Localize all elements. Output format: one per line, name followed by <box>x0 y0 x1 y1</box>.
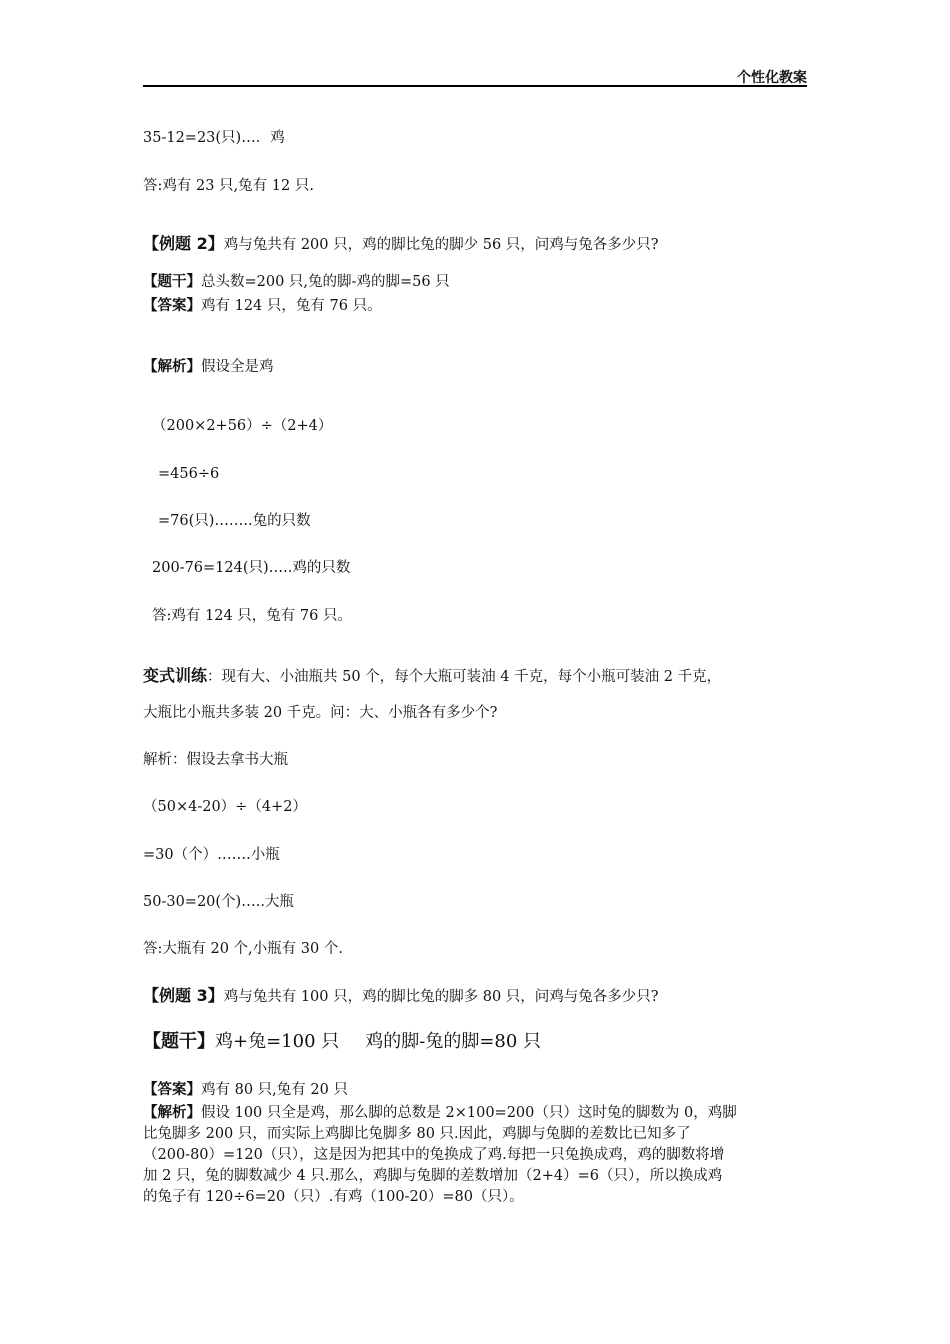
example-2-analysis-tag: 【解析】 <box>143 359 201 375</box>
example-3-tag: 【例题 3】 <box>143 986 224 1005</box>
variant-tag: 变式训练 <box>143 666 208 685</box>
variant-step: 50-30=20(个)…..大瓶 <box>143 894 294 910</box>
example-2-step: （200×2+56）÷（2+4） <box>152 418 333 434</box>
example-3-analysis-line: 比兔脚多 200 只，而实际上鸡脚比兔脚多 80 只.因此，鸡脚与兔脚的差数比已知多了 <box>143 1126 691 1142</box>
example-3-analysis <box>143 1103 811 1208</box>
example-2-stem <box>143 272 450 292</box>
example-2-text: 鸡与兔共有 200 只，鸡的脚比兔的脚少 56 只，问鸡与兔各多少只? <box>223 237 659 253</box>
example-2-analysis <box>143 357 274 377</box>
example-3-answer-tag: 【答案】 <box>143 1082 201 1098</box>
example-2-final-answer: 答:鸡有 124 只，兔有 76 只。 <box>152 608 352 624</box>
example-3-answer-text: 鸡有 80 只,兔有 20 只 <box>201 1082 348 1098</box>
example-2-answer-tag: 【答案】 <box>143 298 201 314</box>
example-3-text: 鸡与兔共有 100 只，鸡的脚比兔的脚多 80 只，问鸡与兔各多少只? <box>223 989 659 1005</box>
example-2-step: 200-76=124(只)…..鸡的只数 <box>152 560 351 576</box>
example-2-tag: 【例题 2】 <box>143 234 224 253</box>
variant-analysis: 解析：假设去拿书大瓶 <box>143 752 288 768</box>
example-3-question <box>143 986 659 1007</box>
example-2-analysis-text: 假设全是鸡 <box>201 359 274 375</box>
variant-answer: 答:大瓶有 20 个,小瓶有 30 个. <box>143 941 343 957</box>
example-2-step: =76(只)……..兔的只数 <box>158 513 311 529</box>
example-2-answer-text: 鸡有 124 只，兔有 76 只。 <box>201 298 382 314</box>
variant-line-1 <box>143 666 721 687</box>
example-2-question <box>143 234 659 255</box>
example-3-answer <box>143 1080 348 1100</box>
example-3-stem-b: 鸡的脚-兔的脚=80 只 <box>365 1031 542 1052</box>
example-3-stem-tag: 【题干】 <box>143 1031 215 1052</box>
example-3-analysis-line: （200-80）=120（只），这是因为把其中的兔换成了鸡.每把一只兔换成鸡，鸡的脚数将增 <box>143 1147 725 1163</box>
example-3-analysis-line: 加 2 只，兔的脚数减少 4 只.那么，鸡脚与兔脚的差数增加（2+4）=6（只），所以换成鸡 <box>143 1168 723 1184</box>
variant-sep: ： <box>207 669 222 685</box>
example-2-answer <box>143 296 382 316</box>
variant-step: =30（个）…….小瓶 <box>143 847 280 863</box>
prev-answer: 答:鸡有 23 只,兔有 12 只. <box>143 178 314 194</box>
variant-line-2: 大瓶比小瓶共多装 20 千克。问：大、小瓶各有多少个? <box>143 705 498 721</box>
header-rule <box>143 85 807 87</box>
header-title: 个性化教案 <box>737 70 807 86</box>
example-2-stem-tag: 【题干】 <box>143 274 201 290</box>
example-2-stem-text: 总头数=200 只,兔的脚-鸡的脚=56 只 <box>201 274 450 290</box>
example-3-stem <box>143 1032 541 1052</box>
variant-text-1: 现有大、小油瓶共 50 个，每个大瓶可装油 4 千克，每个小瓶可装油 2 千克， <box>221 669 722 685</box>
example-3-stem-a: 鸡+兔=100 只 <box>215 1031 340 1052</box>
prev-step: 35-12=23(只)…．鸡 <box>143 130 285 146</box>
example-3-analysis-tag: 【解析】 <box>143 1105 201 1121</box>
variant-step: （50×4-20）÷（4+2） <box>143 799 307 815</box>
example-3-analysis-line: 的兔子有 120÷6=20（只）.有鸡（100-20）=80（只）。 <box>143 1189 524 1205</box>
example-3-analysis-line: 【解析】假设 100 只全是鸡，那么脚的总数是 2×100=200（只）这时兔的脚数为 0，鸡脚 <box>143 1105 737 1121</box>
example-2-step: =456÷6 <box>158 466 220 482</box>
